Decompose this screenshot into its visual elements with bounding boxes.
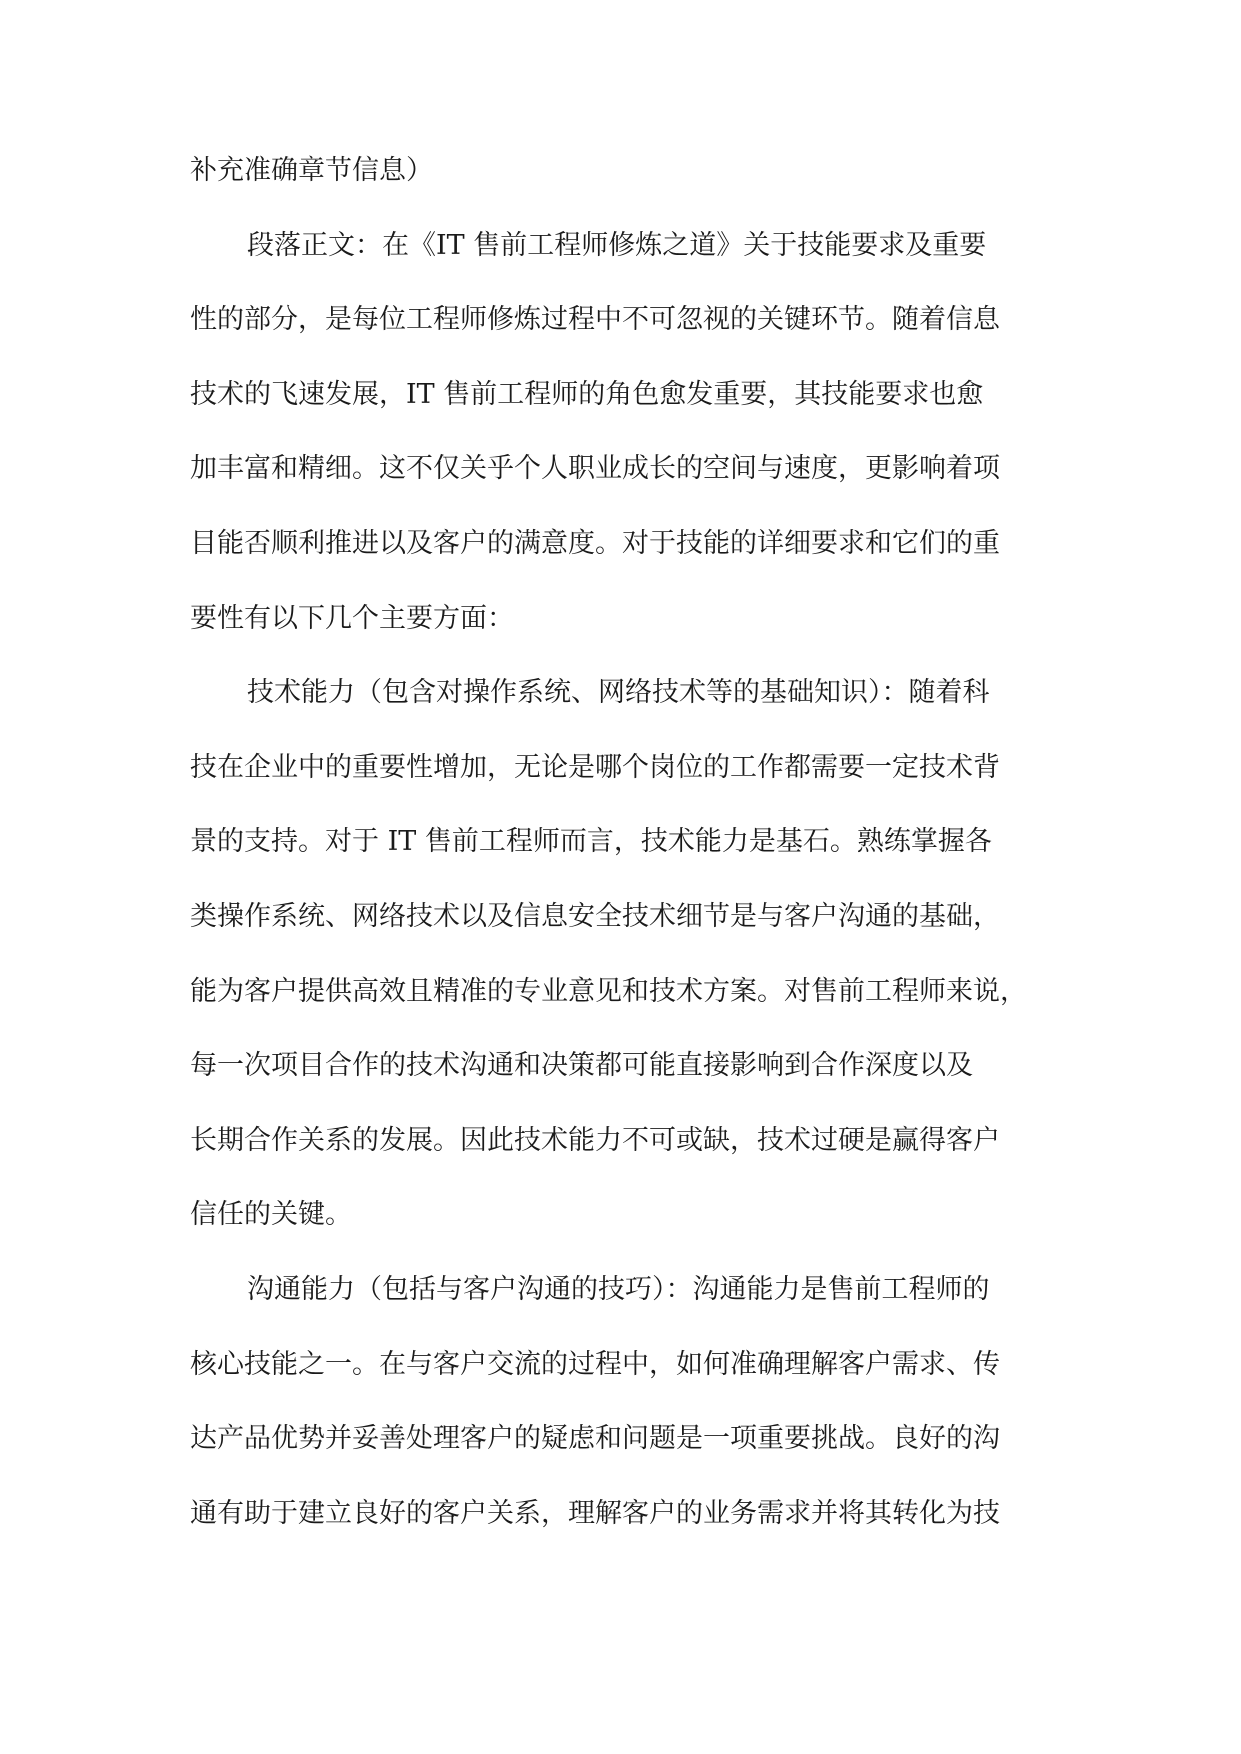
text-line: 加丰富和精细。这不仅关乎个人职业成长的空间与速度，更影响着项 [190, 453, 1000, 485]
text-line: 类操作系统、网络技术以及信息安全技术细节是与客户沟通的基础， [190, 900, 1000, 932]
paragraph-intro-fragment [190, 146, 1060, 221]
paragraph-communication-ability [190, 1265, 1060, 1563]
text-line: 每一次项目合作的技术沟通和决策都可能直接影响到合作深度以及 [190, 1050, 973, 1082]
text-line: 信任的关键。 [190, 1199, 352, 1231]
text-line: 性的部分，是每位工程师修炼过程中不可忽视的关键环节。随着信息 [190, 304, 1000, 336]
paragraph-body-text [190, 221, 1060, 669]
text-line: 要性有以下几个主要方面： [190, 602, 514, 634]
text-line: 通有助于建立良好的客户关系，理解客户的业务需求并将其转化为技 [190, 1497, 1000, 1529]
text-line: 补充准确章节信息） [190, 155, 433, 186]
text-line: 技在企业中的重要性增加，无论是哪个岗位的工作都需要一定技术背 [190, 751, 1000, 783]
text-line: 景的支持。对于 IT 售前工程师而言，技术能力是基石。熟练掌握各 [190, 826, 992, 858]
text-line: 技术的飞速发展，IT 售前工程师的角色愈发重要，其技能要求也愈 [190, 378, 984, 410]
document-body [190, 146, 1060, 1563]
text-line: 能为客户提供高效且精准的专业意见和技术方案。对售前工程师来说， [190, 975, 1027, 1007]
text-line: 技术能力（包含对操作系统、网络技术等的基础知识）：随着科 [247, 677, 990, 709]
text-line: 沟通能力（包括与客户沟通的技巧）：沟通能力是售前工程师的 [247, 1273, 990, 1305]
text-line: 核心技能之一。在与客户交流的过程中，如何准确理解客户需求、传 [190, 1348, 1000, 1380]
text-line: 段落正文：在《IT 售前工程师修炼之道》关于技能要求及重要 [247, 229, 987, 261]
text-line: 长期合作关系的发展。因此技术能力不可或缺，技术过硬是赢得客户 [190, 1124, 1000, 1156]
paragraph-technical-ability [190, 668, 1060, 1265]
text-line: 目能否顺利推进以及客户的满意度。对于技能的详细要求和它们的重 [190, 527, 1000, 559]
text-line: 达产品优势并妥善处理客户的疑虑和问题是一项重要挑战。良好的沟 [190, 1423, 1000, 1455]
